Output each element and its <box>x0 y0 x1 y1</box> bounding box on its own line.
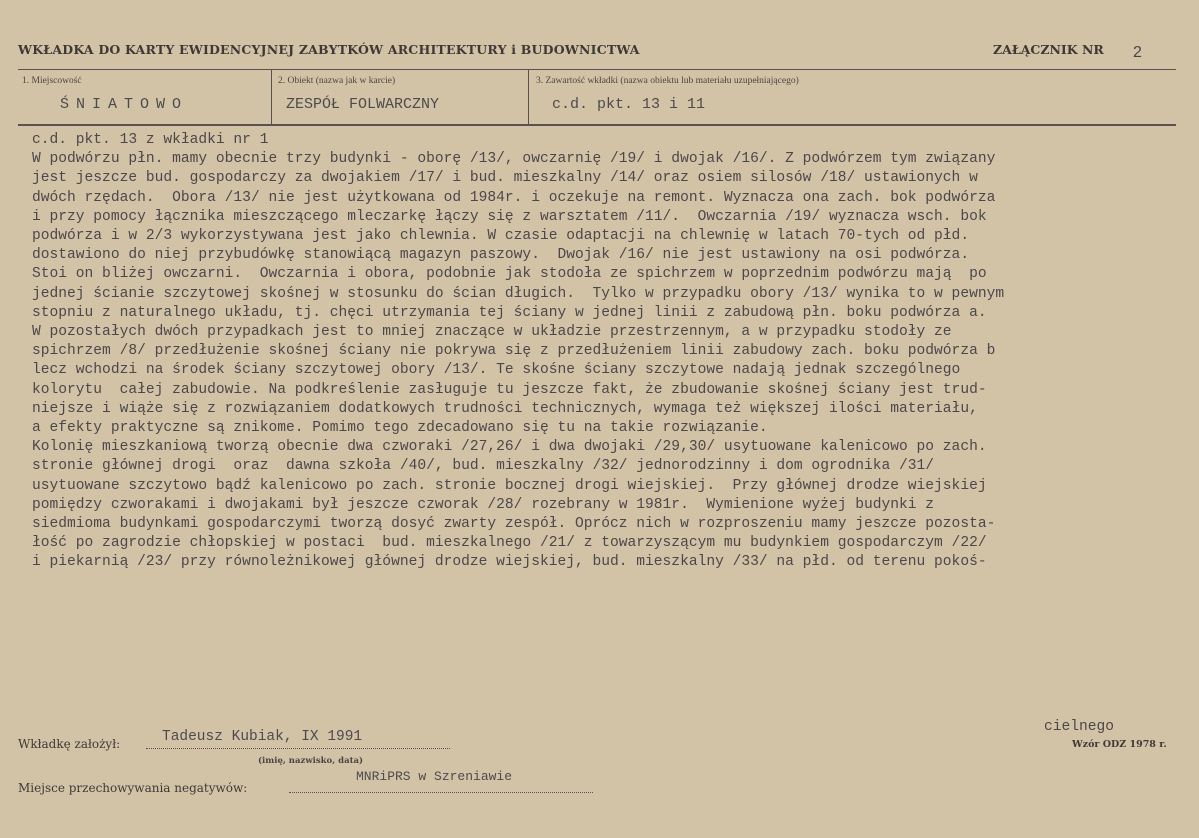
text-line: stronie głównej drogi oraz dawna szkoła /40/, bud. mieszkalny /32/ jednorodzinny i dom ogrodnika /31/ <box>32 458 935 475</box>
text-line: stopniu z naturalnego układu, tj. chęci utrzymania tej ściany w jednej linii z zabudową płn. boku podwórza a. <box>32 304 987 321</box>
text-line: a efekty praktyczne są znikome. Pomimo tego zdecadowano się tu na takie rozwiązanie. <box>32 420 768 437</box>
text-line: i przy pomocy łącznika mieszczącego mleczarkę łączy się z warsztatem /11/. Owczarnia /19/ wyznacza wsch. bok <box>32 208 987 225</box>
object-value: ZESPÓŁ FOLWARCZNY <box>286 96 440 113</box>
storage-value: MNRiPRS w Szreniawie <box>356 769 513 784</box>
text-line: łość po zagrodzie chłopskiej w postaci bud. mieszkalnego /21/ z towarzyszącym mu budynkiem gospodarczym /22/ <box>32 535 987 552</box>
author-caption: (imię, nazwisko, data) <box>258 756 364 766</box>
object-label: 2. Obiekt (nazwa jak w karcie) <box>278 76 396 86</box>
top-rule <box>18 69 1176 70</box>
description-text <box>32 131 1192 573</box>
form-title: WKŁADKA DO KARTY EWIDENCYJNEJ ZABYTKÓW ARCHITEKTURY i BUDOWNICTWA <box>18 42 640 57</box>
text-line: siedmioma budynkami gospodarczymi tworzą dosyć zwarty zespół. Oprócz nich w rozproszeniu mamy jeszcze pozosta- <box>32 516 996 533</box>
text-line: W podwórzu płn. mamy obecnie trzy budynki - oborę /13/, owczarnię /19/ i dwojak /16/. Z podwórzem tym związany <box>32 151 996 168</box>
content-label: 3. Zawartość wkładki (nazwa obiektu lub materiału uzupełniającego) <box>536 76 799 86</box>
location-label: 1. Miejscowość <box>22 76 82 86</box>
annex-number: 2 <box>1133 44 1142 61</box>
annex-label: ZAŁĄCZNIK NR <box>993 42 1104 57</box>
text-line: Kolonię mieszkaniową tworzą obecnie dwa czworaki /27,26/ i dwa dwojaki /29,30/ usytuowane kalenicowo po zach. <box>32 439 987 456</box>
text-line-continuation: cielnego <box>1044 719 1115 735</box>
text-line: dostawiono do niej przybudówkę stanowiącą magazyn paszowy. Dwojak /16/ nie jest ustawiony na osi podwórza. <box>32 247 970 264</box>
form-pattern-number: Wzór ODZ 1978 r. <box>1072 739 1167 750</box>
text-line: i piekarnią /23/ przy równoleżnikowej głównej drodze wiejskiej, bud. mieszkalny /33/ na płd. od terenu pokoś- <box>32 554 987 571</box>
text-line: podwórza i w 2/3 wykorzystywana jest jako chlewnia. W czasie odaptacji na chlewnię w latach 70-tych od płd. <box>32 228 970 245</box>
author-label: Wkładkę założył: <box>18 737 121 751</box>
author-value: Tadeusz Kubiak, IX 1991 <box>162 729 363 745</box>
text-line: niejsze i wiąże się z rozwiązaniem dodatkowych trudności technicznych, wymaga też większej ilości materiału, <box>32 400 978 417</box>
text-line: c.d. pkt. 13 z wkładki nr 1 <box>32 132 269 148</box>
text-line: lecz wchodzi na środek ściany szczytowej obory /13/. Te skośne ściany szczytowe nadają jednak szczególnego <box>32 362 961 379</box>
text-line: jednej ścianie szczytowej skośnej w stosunku do ścian długich. Tylko w przypadku obory /13/ wynika to w pewnym <box>32 285 1005 302</box>
location-value: ŚNIATOWO <box>60 96 189 113</box>
field-divider-1 <box>271 69 272 125</box>
content-value: c.d. pkt. 13 i 11 <box>552 96 706 113</box>
text-line: usytuowane szczytowo bądź kalenicowo po zach. stronie bocznej drogi wiejskiej. Przy głównej drodze wiejskiej <box>32 477 987 494</box>
text-line: dwóch rzędach. Obora /13/ nie jest użytkowana od 1984r. i oczekuje na remont. Wyznacza ona zach. bok podwórza <box>32 189 996 206</box>
storage-label: Miejsce przechowywania negatywów: <box>18 781 248 795</box>
text-line: jest jeszcze bud. gospodarczy za dwojakiem /17/ i bud. mieszkalny /14/ oraz osiem silosów /18/ ustawionych w <box>32 170 978 187</box>
author-line <box>146 748 450 749</box>
fields-bottom-rule <box>18 124 1176 126</box>
storage-line <box>289 792 593 793</box>
text-line: pomiędzy czworakami i dwojakami był jeszcze czworak /28/ rozebrany w 1981r. Wymienione wyżej budynki z <box>32 496 935 513</box>
text-line: Stoi on bliżej owczarni. Owczarnia i obora, podobnie jak stodoła ze spichrzem w poprzednim podwórzu mają po <box>32 266 987 283</box>
text-line: spichrzem /8/ przedłużenie skośnej ściany nie pokrywa się z przedłużeniem linii zabudowy zach. boku podwórza b <box>32 343 996 360</box>
text-line: W pozostałych dwóch przypadkach jest to mniej znaczące w układzie przestrzennym, a w przypadku stodoły ze <box>32 324 952 341</box>
field-divider-2 <box>528 69 529 125</box>
text-line: kolorytu całej zabudowie. Na podkreślenie zasługuje tu jeszcze fakt, że zbudowanie skośnej ściany jest trud- <box>32 381 987 398</box>
